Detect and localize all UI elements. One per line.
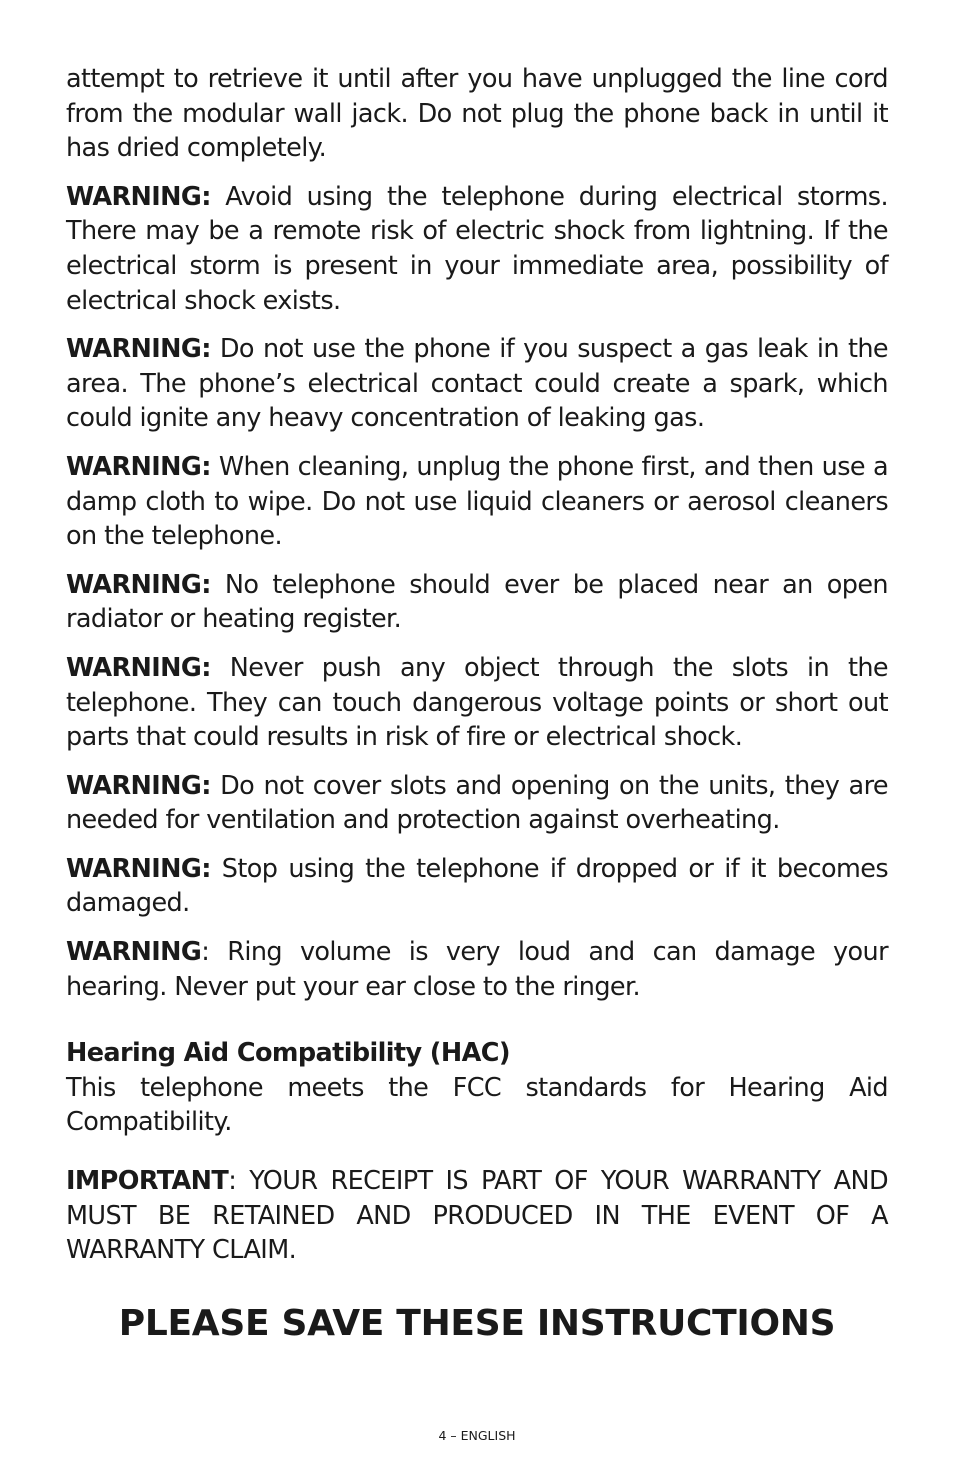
warning-gas-leak [66,332,888,436]
warning-storms [66,180,888,318]
warning-label: WARNING: [66,334,211,365]
warning-damaged [66,852,888,921]
warning-ventilation [66,769,888,838]
intro-paragraph: attempt to retrieve it until after you have unplugged the line cord from the modular wall jack. Do not plug the phone back in until it has dried completely. [66,64,888,164]
warning-cleaning [66,450,888,554]
warning-text: Stop using the telephone if dropped or if it becomes damaged. [66,853,888,919]
warning-label: WARNING: [66,853,211,884]
warning-label: WARNING [66,937,202,968]
hac-heading: Hearing Aid Compatibility (HAC) [66,1038,510,1069]
page-number: 4 – ENGLISH [438,1428,516,1443]
important-text: : YOUR RECEIPT IS PART OF YOUR WARRANTY AND MUST BE RETAINED AND PRODUCED IN THE EVENT OF A WARRANTY CLAIM. [66,1166,888,1266]
warning-label: WARNING: [66,652,211,683]
warning-label: WARNING: [66,181,211,212]
warning-radiator [66,568,888,637]
warning-text: When cleaning, unplug the phone first, and then use a damp cloth to wipe. Do not use liquid cleaners or aerosol cleaners on the telephone. [66,451,888,552]
warning-label: WARNING: [66,451,211,482]
warning-text: Do not cover slots and opening on the units, they are needed for ventilation and protection against overheating. [66,770,888,836]
warning-label: WARNING: [66,770,211,801]
hac-body: This telephone meets the FCC standards for Hearing Aid Compatibility. [66,1072,888,1138]
document-body [66,62,888,1268]
important-notice [66,1164,888,1268]
warning-text: : Ring volume is very loud and can damage your hearing. Never put your ear close to the ringer. [66,937,888,1002]
warning-slots-objects [66,651,888,755]
warning-text: Never push any object through the slots in the telephone. They can touch dangerous voltage points or short out parts that could results in risk of fire or electrical shock. [66,652,888,753]
warning-text: Avoid using the telephone during electrical storms. There may be a remote risk of electric shock from lightning. If the electrical storm is present in your immediate area, possibility of electrical shock exists. [66,181,888,316]
warning-text: No telephone should ever be placed near an open radiator or heating register. [66,569,888,635]
warning-label: WARNING: [66,569,211,600]
save-instructions-title: PLEASE SAVE THESE INSTRUCTIONS [118,1303,836,1344]
important-label: IMPORTANT [66,1166,229,1197]
warning-ring-volume [66,935,888,1004]
warning-text: Do not use the phone if you suspect a gas leak in the area. The phone’s electrical contact could create a spark, which could ignite any heavy concentration of leaking gas. [66,334,888,434]
